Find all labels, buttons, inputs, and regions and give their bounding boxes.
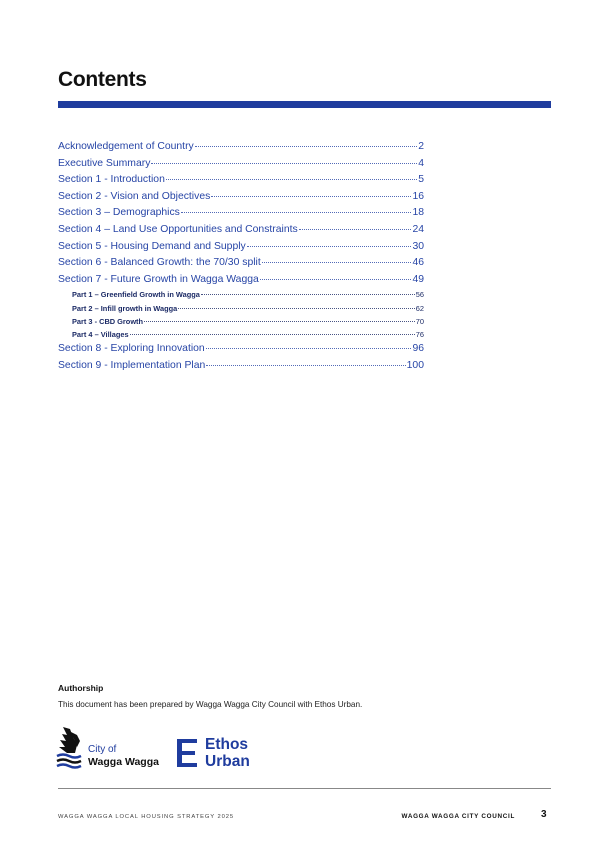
toc-entry-label: Section 2 - Vision and Objectives — [58, 190, 211, 202]
toc-entry[interactable] — [58, 174, 424, 191]
toc-dot-leader — [178, 308, 415, 309]
toc-dot-leader — [299, 229, 412, 230]
toc-dot-leader — [201, 294, 415, 295]
toc-entry-label: Section 6 - Balanced Growth: the 70/30 split — [58, 257, 261, 269]
toc-entry-label: Part 1 – Greenfield Growth in Wagga — [72, 290, 200, 300]
toc-entry[interactable] — [58, 360, 424, 377]
toc-dot-leader — [130, 334, 415, 335]
ethos-logo-text-line2: Urban — [205, 753, 250, 770]
toc-entry-label: Section 5 - Housing Demand and Supply — [58, 240, 246, 252]
toc-entry[interactable] — [58, 224, 424, 241]
toc-entry[interactable] — [58, 158, 424, 175]
authorship-text: This document has been prepared by Wagga Wagga City Council with Ethos Urban. — [58, 700, 363, 709]
wagga-wagga-logo — [55, 725, 165, 771]
toc-dot-leader — [151, 163, 417, 164]
toc-entry-page: 76 — [415, 329, 424, 339]
ethos-urban-logo — [175, 735, 275, 775]
toc-subentry[interactable] — [72, 330, 424, 343]
footer-document-title: WAGGA WAGGA LOCAL HOUSING STRATEGY 2025 — [58, 814, 234, 820]
page-number: 3 — [541, 809, 547, 820]
toc-dot-leader — [211, 196, 411, 197]
footer-divider — [58, 788, 551, 789]
toc-entry-page: 2 — [418, 141, 424, 152]
wagga-logo-text-line2: Wagga Wagga — [88, 756, 159, 768]
toc-entry-label: Part 2 – Infill growth in Wagga — [72, 303, 178, 313]
toc-entry[interactable] — [58, 207, 424, 224]
toc-entry-label: Acknowledgement of Country — [58, 141, 194, 152]
toc-subentry[interactable] — [72, 290, 424, 303]
toc-entry-label: Section 8 - Exploring Innovation — [58, 343, 205, 355]
ethos-e-mark-icon — [175, 737, 199, 769]
ethos-logo-text-line1: Ethos — [205, 736, 249, 753]
toc-entry-page: 100 — [406, 359, 424, 371]
toc-entry-label: Part 3 - CBD Growth — [72, 316, 144, 326]
toc-dot-leader — [262, 262, 412, 263]
toc-entry[interactable] — [58, 257, 424, 274]
toc-entry-label: Section 7 - Future Growth in Wagga Wagga — [58, 273, 259, 285]
toc-entry-page: 49 — [412, 273, 424, 285]
toc-entry-page: 18 — [412, 207, 424, 219]
toc-subentry[interactable] — [72, 317, 424, 330]
toc-entry-label: Section 9 - Implementation Plan — [58, 359, 206, 371]
toc-entry-label: Part 4 – Villages — [72, 329, 129, 339]
toc-dot-leader — [195, 146, 417, 147]
toc-entry-page: 46 — [412, 257, 424, 269]
toc-entry-page: 4 — [418, 157, 424, 169]
toc-dot-leader — [206, 365, 405, 366]
toc-dot-leader — [206, 348, 412, 349]
toc-entry-page: 30 — [412, 240, 424, 252]
toc-entry-page: 56 — [415, 290, 424, 300]
toc-dot-leader — [247, 246, 412, 247]
toc-entry-page: 62 — [415, 303, 424, 313]
toc-dot-leader — [166, 179, 417, 180]
toc-subentry[interactable] — [72, 304, 424, 317]
toc-entry[interactable] — [58, 274, 424, 291]
toc-entry-page: 70 — [415, 316, 424, 326]
toc-dot-leader — [260, 279, 412, 280]
toc-dot-leader — [144, 321, 415, 322]
toc-entry[interactable] — [58, 241, 424, 258]
crow-emblem-icon — [55, 725, 85, 769]
table-of-contents — [58, 141, 424, 376]
toc-entry-label: Section 3 – Demographics — [58, 207, 180, 219]
toc-dot-leader — [181, 212, 412, 213]
page-title: Contents — [58, 68, 147, 91]
toc-entry-page: 16 — [412, 190, 424, 202]
wagga-logo-text-line1: City of — [88, 744, 117, 755]
toc-entry-label: Section 4 – Land Use Opportunities and Constraints — [58, 223, 298, 235]
toc-entry-page: 96 — [412, 343, 424, 355]
authorship-heading: Authorship — [58, 683, 104, 693]
title-underline-bar — [58, 101, 551, 108]
toc-entry-page: 5 — [418, 174, 424, 186]
footer-council-name: WAGGA WAGGA CITY COUNCIL — [401, 813, 515, 820]
toc-entry[interactable] — [58, 141, 424, 158]
toc-entry-page: 24 — [412, 223, 424, 235]
toc-entry[interactable] — [58, 343, 424, 360]
toc-entry[interactable] — [58, 191, 424, 208]
toc-entry-label: Section 1 - Introduction — [58, 174, 165, 186]
toc-entry-label: Executive Summary — [58, 157, 151, 169]
